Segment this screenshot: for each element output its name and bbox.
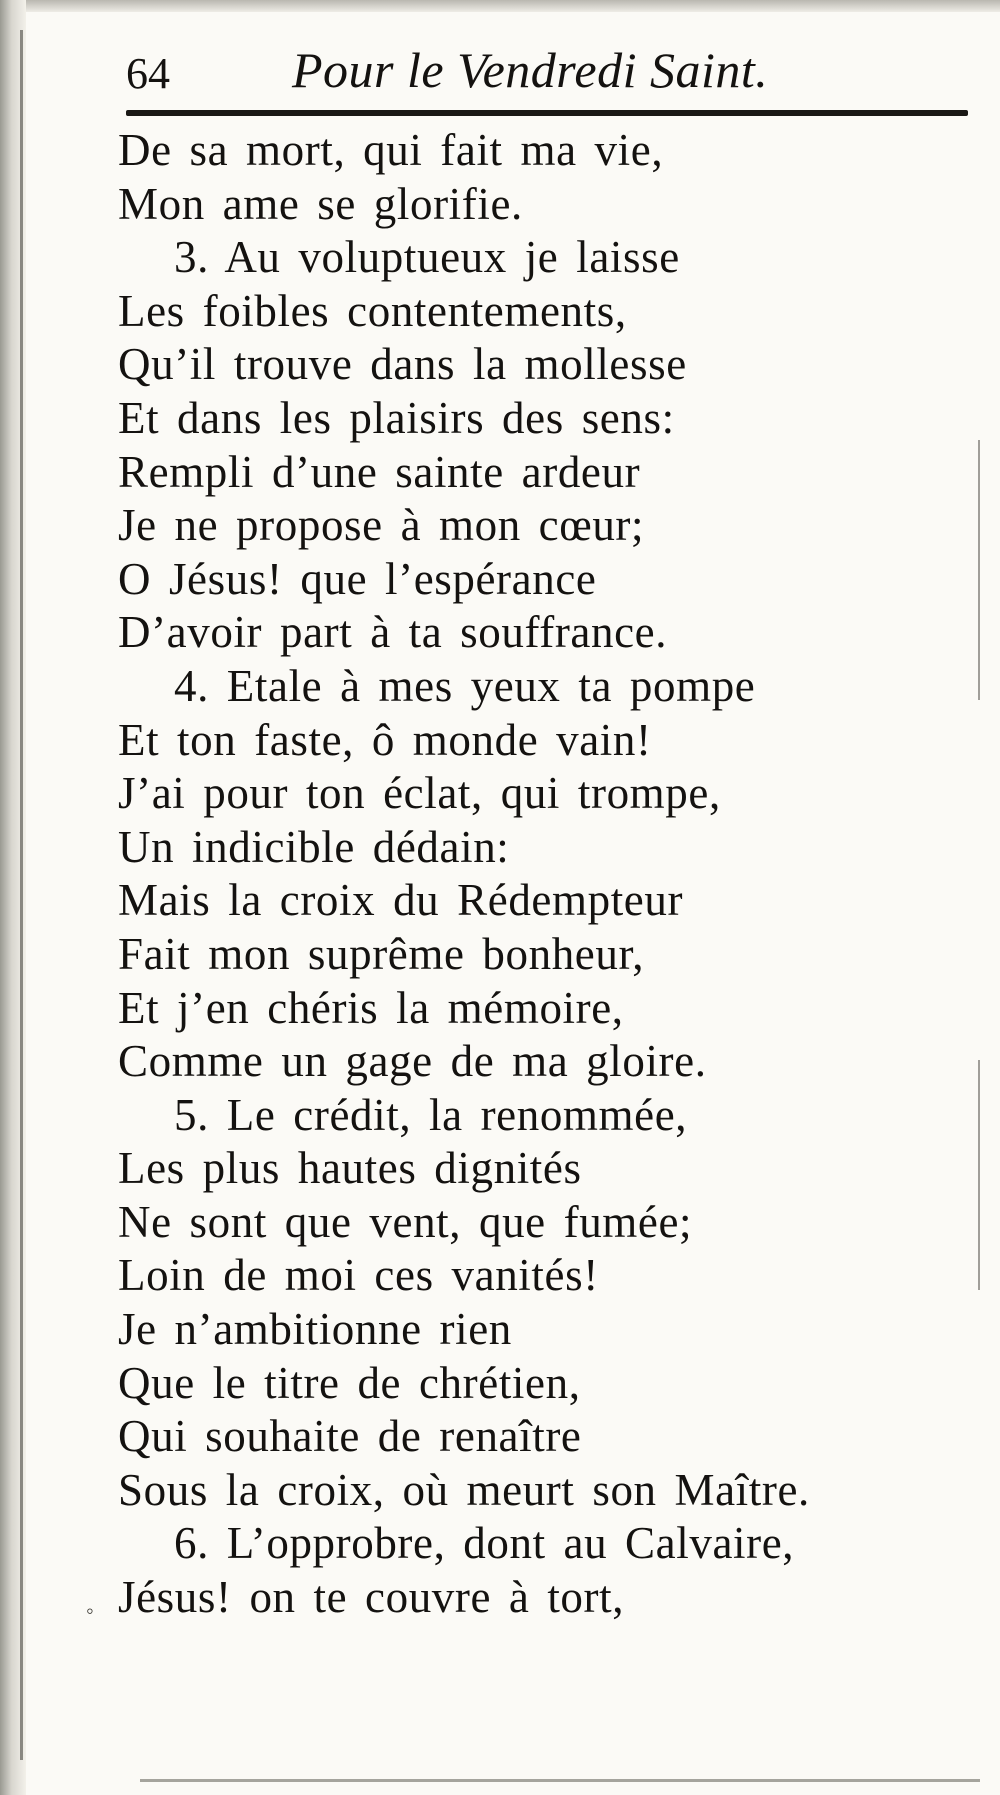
stanza-first-line: 4. Etale à mes yeux ta pompe [174,660,756,711]
verse-line: Et ton faste, ô monde vain! [118,714,652,765]
page-top-edge [0,0,1000,12]
stanza-first-line: 5. Le crédit, la renommée, [174,1089,688,1140]
verse-line: Qu’il trouve dans la mollesse [118,339,687,390]
page-header [126,36,966,106]
verse-line: Mon ame se glorifie. [118,178,523,229]
verse-line: Les plus hautes dignités [118,1143,582,1194]
verse-line: Un indicible dédain: [118,821,510,872]
verse-line: Rempli d’une sainte ardeur [118,446,641,497]
verse-line: Mais la croix du Rédempteur [118,875,684,926]
header-rule [126,110,968,116]
verse-line: Qui souhaite de renaître [118,1411,582,1462]
page-right-edge-mark [978,1060,980,1290]
stanza-first-line: 3. Au voluptueux je laisse [174,232,680,283]
verse-line: Je n’ambitionne rien [118,1304,512,1355]
verse-line: Fait mon suprême bonheur, [118,928,645,979]
verse-line: Jésus! on te couvre à tort, [118,1572,625,1623]
page-number: 64 [126,49,170,98]
page-bottom-edge [140,1779,980,1782]
margin-mark: ◦ [86,1598,94,1623]
verse-line: Les foibles contentements, [118,285,627,336]
verse-line: J’ai pour ton éclat, qui trompe, [118,768,721,819]
verse-line: De sa mort, qui fait ma vie, [118,125,664,175]
verse-text-block [118,124,988,1625]
verse-line: O Jésus! que l’espérance [118,553,597,604]
verse-line: Sous la croix, où meurt son Maître. [118,1464,810,1515]
binding-shadow-line [20,30,23,1760]
verse-line: Et dans les plaisirs des sens: [118,392,675,443]
verse-line: Et j’en chéris la mémoire, [118,982,624,1033]
verse-line: Que le titre de chrétien, [118,1357,581,1408]
running-title: Pour le Vendredi Saint. [292,42,769,98]
verse-line: Comme un gage de ma gloire. [118,1036,707,1087]
verse-line: Loin de moi ces vanités! [118,1250,599,1301]
verse-line: D’avoir part à ta souffrance. [118,607,668,658]
page-right-edge-mark [978,440,980,700]
verse-line: Ne sont que vent, que fumée; [118,1196,693,1247]
verse-line: Je ne propose à mon cœur; [118,500,645,551]
stanza-first-line: 6. L’opprobre, dont au Calvaire, [174,1518,795,1569]
